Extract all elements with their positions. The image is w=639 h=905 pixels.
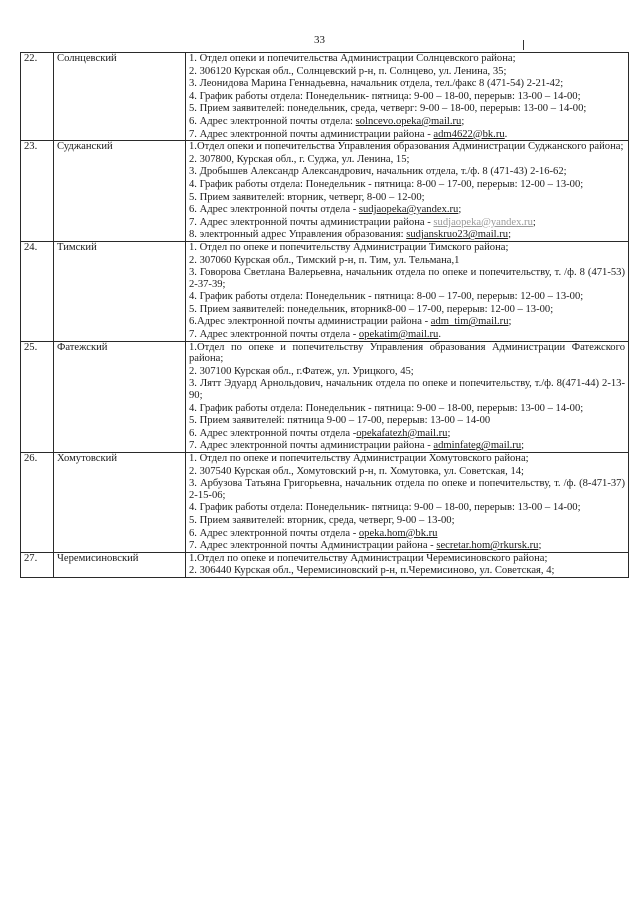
detail-text: 7. Адрес электронной почты отдела - <box>189 329 359 341</box>
row-number: 26. <box>21 453 54 553</box>
detail-text: 2. 306120 Курская обл., Солнцевский р-н, п. Солнцево, ул. Ленина, 35; <box>189 65 507 77</box>
line-end-punctuation: . <box>438 329 442 341</box>
detail-text: 7. Адрес электронной почты администрации района - <box>189 440 434 452</box>
email-address: sudjaopeka@yandex.ru <box>358 204 459 216</box>
detail-line <box>189 329 625 341</box>
detail-line <box>189 515 625 527</box>
row-number: 25. <box>21 341 54 452</box>
table-row <box>21 453 629 553</box>
detail-text: 5. Прием заявителей: понедельник, вторник8-00 – 17-00, перерыв: 12-00 – 13-00; <box>189 303 554 315</box>
detail-text: 7. Адрес электронной почты администрации района - <box>189 216 434 228</box>
detail-line <box>189 565 625 577</box>
detail-line <box>189 453 625 465</box>
line-end-punctuation: ; <box>538 540 542 552</box>
detail-text: 5. Прием заявителей: вторник, среда, четверг, 9-00 – 13-00; <box>189 514 455 526</box>
detail-line <box>189 141 625 153</box>
row-number: 24. <box>21 241 54 341</box>
detail-line <box>189 478 625 501</box>
detail-line <box>189 440 625 452</box>
detail-line <box>189 428 625 440</box>
detail-text: 5. Прием заявителей: пятница 9-00 – 17-00, перерыв: 13-00 – 14-00 <box>189 415 491 427</box>
line-end-punctuation: ; <box>521 440 525 452</box>
detail-text: 7. Адрес электронной почты Администрации района - <box>189 540 437 552</box>
detail-text: 1. Отдел по опеке и попечительству Администрации Тимского района; <box>189 241 509 253</box>
detail-line <box>189 91 625 103</box>
detail-line <box>189 66 625 78</box>
detail-line <box>189 415 625 427</box>
line-end-punctuation: ; <box>447 427 451 439</box>
detail-line <box>189 116 625 128</box>
detail-line <box>189 366 625 378</box>
detail-text: 2. 307540 Курская обл., Хомутовский р-н, п. Хомутовка, ул. Советская, 14; <box>189 465 524 477</box>
detail-line <box>189 78 625 90</box>
detail-line <box>189 179 625 191</box>
detail-text: 1.Отдел опеки и попечительства Управления образования Администрации Суджанского района; <box>189 141 624 153</box>
district-details <box>186 453 629 553</box>
district-details <box>186 241 629 341</box>
detail-text: 3. Лятт Эдуард Арнольдович, начальник отдела по опеке и попечительству, т./ф. 8(471-44) 2-13-90; <box>189 378 625 402</box>
detail-text: 4. График работы отдела: Понедельник - пятница: 9-00 – 18-00, перерыв: 13-00 – 14-00; <box>189 402 584 414</box>
detail-line <box>189 291 625 303</box>
email-address: opeka.hom@bk.ru <box>358 527 438 539</box>
line-end-punctuation: ; <box>532 216 536 228</box>
line-end-punctuation: ; <box>508 316 512 328</box>
detail-line <box>189 342 625 365</box>
detail-text: 6. Адрес электронной почты отдела - <box>189 427 357 439</box>
detail-text: 4. График работы отдела: Понедельник- пятница: 9-00 – 18-00, перерыв: 13-00 – 14-00; <box>189 502 581 514</box>
detail-line <box>189 403 625 415</box>
detail-line <box>189 502 625 514</box>
detail-text: 1. Отдел по опеке и попечительству Администрации Хомутовского района; <box>189 453 529 464</box>
detail-text: 1.Отдел по опеке и попечительству Управления образования Администрации Фатежского района; <box>189 341 625 365</box>
detail-text: 2. 307800, Курская обл., г. Суджа, ул. Ленина, 15; <box>189 153 410 165</box>
detail-text: 3. Арбузова Татьяна Григорьевна, начальник отдела по опеке и попечительству, т. /ф. (8-471-37) 2-15-06; <box>189 478 625 501</box>
detail-text: 4. График работы отдела: Понедельник - пятница: 8-00 – 17-00, перерыв: 12-00 – 13-00; <box>189 291 584 303</box>
district-name: Солнцевский <box>54 53 186 141</box>
detail-text: 4. График работы отдела: Понедельник - пятница: 8-00 – 17-00, перерыв: 12-00 – 13-00; <box>189 178 584 190</box>
detail-line <box>189 528 625 540</box>
email-address: opekatim@mail.ru <box>358 329 439 341</box>
detail-text: 4. График работы отдела: Понедельник- пятница: 9-00 – 18-00, перерыв: 13-00 – 14-00; <box>189 90 581 102</box>
row-number: 27. <box>21 552 54 577</box>
district-details <box>186 53 629 141</box>
district-name: Фатежский <box>54 341 186 452</box>
table-row <box>21 53 629 141</box>
detail-line <box>189 166 625 178</box>
table-row <box>21 241 629 341</box>
detail-line <box>189 540 625 552</box>
district-name: Хомутовский <box>54 453 186 553</box>
detail-text: 3. Дробышев Александр Александрович, начальник отдела, т./ф. 8 (471-43) 2-16-62; <box>189 166 567 178</box>
email-address: secretar.hom@rkursk.ru <box>436 540 539 552</box>
line-end-punctuation: ; <box>458 204 462 216</box>
detail-text: 6. Адрес электронной почты отдела - <box>189 527 359 539</box>
email-address: sudjanskruo23@mail.ru <box>406 229 509 241</box>
district-details <box>186 552 629 577</box>
detail-text: 8. электронный адрес Управления образования: <box>189 229 407 241</box>
detail-line <box>189 378 625 401</box>
detail-line <box>189 217 625 229</box>
detail-text: 1.Отдел по опеке и попечительству Администрации Черемисиновского района; <box>189 552 548 564</box>
detail-line <box>189 553 625 565</box>
scan-mark <box>523 40 524 50</box>
detail-line <box>189 154 625 166</box>
line-end-punctuation: ; <box>461 115 465 127</box>
email-address: adm4622@bk.ru <box>433 128 505 140</box>
detail-text: 2. 307100 Курская обл., г.Фатеж, ул. Урицкого, 45; <box>189 365 414 377</box>
district-name: Суджанский <box>54 141 186 242</box>
detail-line <box>189 255 625 267</box>
detail-line <box>189 204 625 216</box>
table-row <box>21 341 629 452</box>
row-number: 22. <box>21 53 54 141</box>
email-address: adminfateg@mail.ru <box>433 440 522 452</box>
detail-line <box>189 53 625 65</box>
email-address: opekafatezh@mail.ru <box>356 427 448 439</box>
detail-text: 3. Леонидова Марина Геннадьевна, начальник отдела, тел./факс 8 (471-54) 2-21-42; <box>189 78 564 90</box>
detail-text: 6. Адрес электронной почты отдела - <box>189 204 359 216</box>
district-details <box>186 341 629 452</box>
detail-text: 2. 307060 Курская обл., Тимский р-н, п. Тим, ул. Тельмана,1 <box>189 254 460 266</box>
detail-text: 6. Адрес электронной почты отдела: <box>189 115 356 127</box>
detail-line <box>189 229 625 241</box>
detail-line <box>189 466 625 478</box>
detail-line <box>189 103 625 115</box>
detail-text: 5. Прием заявителей: понедельник, среда, четверг: 9-00 – 18-00, перерыв: 13-00 – 14-00; <box>189 103 587 115</box>
detail-text: 2. 306440 Курская обл., Черемисиновский р-н, п.Черемисиново, ул. Советская, 4; <box>189 565 555 577</box>
detail-line <box>189 316 625 328</box>
district-name: Тимский <box>54 241 186 341</box>
table-row <box>21 141 629 242</box>
detail-line <box>189 267 625 290</box>
table-row <box>21 552 629 577</box>
detail-text: 6.Адрес электронной почты администрации района - <box>189 316 431 328</box>
page-number: 33 <box>314 34 325 46</box>
detail-text: 7. Адрес электронной почты администрации района - <box>189 128 434 140</box>
detail-text: 1. Отдел опеки и попечительства Администрации Солнцевского района; <box>189 53 516 64</box>
table-body <box>21 53 629 578</box>
line-end-punctuation: . <box>504 128 508 140</box>
detail-line <box>189 129 625 141</box>
row-number: 23. <box>21 141 54 242</box>
district-name: Черемисиновский <box>54 552 186 577</box>
guardianship-table <box>20 52 629 578</box>
detail-line <box>189 192 625 204</box>
detail-text: 3. Говорова Светлана Валерьевна, начальник отдела по опеке и попечительству, т. /ф. 8 (471-53) 2-37-39; <box>189 267 625 290</box>
email-address-faded: sudjaopeka@yandex.ru <box>433 216 533 228</box>
detail-text: 5. Прием заявителей: вторник, четверг, 8-00 – 12-00; <box>189 191 425 203</box>
detail-line <box>189 242 625 254</box>
email-address: adm_tim@mail.ru <box>430 316 509 328</box>
line-end-punctuation: ; <box>508 229 512 241</box>
email-address: solncevo.opeka@mail.ru <box>355 115 462 127</box>
district-details <box>186 141 629 242</box>
detail-line <box>189 304 625 316</box>
